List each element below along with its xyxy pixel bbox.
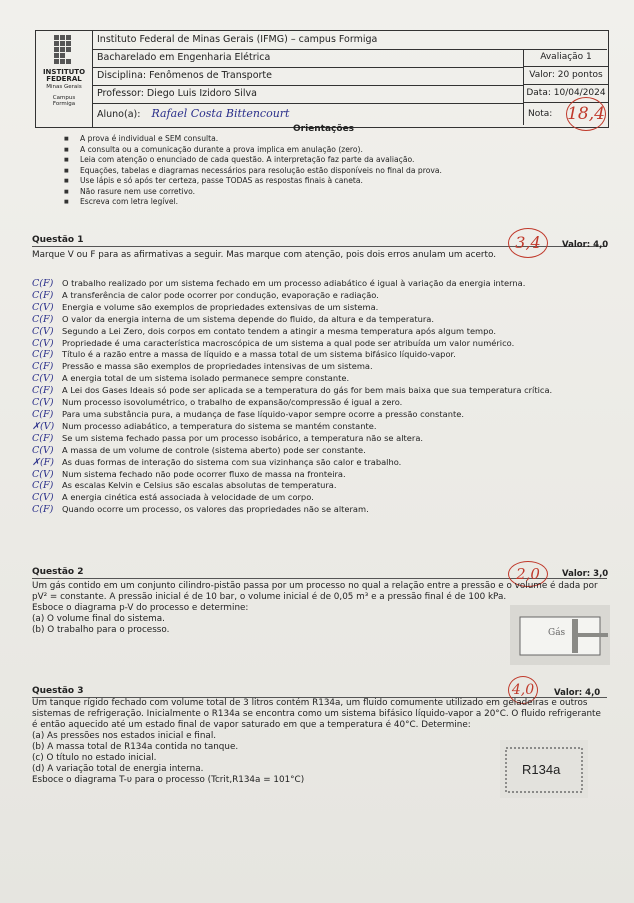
list-item <box>32 492 552 504</box>
list-item <box>32 457 552 469</box>
institution-cell: Instituto Federal de Minas Gerais (IFMG) – campus Formiga <box>93 31 607 50</box>
q3-line: (b) A massa total de R134a contida no tanque. <box>32 742 239 752</box>
answer-mark: ✗(V) <box>32 420 55 432</box>
orientation-item: ■ A prova é individual e SEM consulta. <box>64 134 442 145</box>
list-item <box>32 504 552 516</box>
student-label: Aluno(a): <box>97 109 141 120</box>
value-cell: Valor: 20 pontos <box>523 67 608 85</box>
q3-line: Um tanque rígido fechado com volume total de 3 litros contém R134a, um fluido comumente utilizado em geladeiras e outros <box>32 698 588 708</box>
answer-mark: C(F) <box>32 408 54 420</box>
list-item <box>32 445 552 457</box>
item-text: Num processo isovolumétrico, o trabalho de expansão/compressão é igual a zero. <box>62 397 403 408</box>
item-text: A massa de um volume de controle (sistema aberto) pode ser constante. <box>62 444 366 455</box>
q1-statement: Marque V ou F para as afirmativas a seguir. Mas marque com atenção, pois dois erros anulam um acerto. <box>32 250 497 260</box>
list-item <box>32 397 552 409</box>
r134a-label: R134a <box>522 762 561 777</box>
grade-label: Nota: <box>528 109 553 119</box>
answer-mark: C(V) <box>32 325 54 337</box>
item-text: Propriedade é uma característica macroscópica de um sistema a qual pode ser atribuída um valor numérico. <box>62 337 515 348</box>
list-item <box>32 409 552 421</box>
orientation-item: ■ Não rasure nem use corretivo. <box>64 187 442 198</box>
student-name: Rafael Costa Bittencourt <box>151 107 290 120</box>
q3-line: é então aquecido até um estado final de vapor saturado em que a temperatura é 40°C. Determine: <box>32 720 471 730</box>
q3-score: 4,0 <box>508 676 538 704</box>
q1-items <box>32 278 552 516</box>
orientations-title: Orientações <box>293 124 355 134</box>
list-item <box>32 326 552 338</box>
answer-mark: ✗(F) <box>32 456 54 468</box>
logo-line1: INSTITUTO <box>42 68 86 76</box>
item-text: Segundo a Lei Zero, dois corpos em contato tendem a atingir a mesma temperatura após algum tempo. <box>62 325 496 336</box>
item-text: Título é a razão entre a massa de líquido e a massa total de um sistema bifásico líquido-vapor. <box>62 349 456 360</box>
q2-value: Valor: 3,0 <box>562 569 609 579</box>
list-item <box>32 361 552 373</box>
q3-line: Esboce o diagrama T-υ para o processo (Tcrit,R134a = 101°C) <box>32 775 305 785</box>
answer-mark: C(F) <box>32 432 54 444</box>
q3-line: (a) As pressões nos estados inicial e final. <box>32 731 217 741</box>
answer-mark: C(F) <box>32 480 54 492</box>
orientation-item: ■ Leia com atenção o enunciado de cada questão. A interpretação faz parte da avaliação. <box>64 155 442 166</box>
item-text: A transferência de calor pode ocorrer por condução, evaporação e radiação. <box>62 289 379 300</box>
q3-line: (d) A variação total de energia interna. <box>32 764 204 774</box>
item-text: A energia cinética está associada à velocidade de um corpo. <box>62 492 314 503</box>
subject-cell: Disciplina: Fenômenos de Transporte <box>93 67 523 86</box>
item-text: Num sistema fechado não pode ocorrer fluxo de massa na fronteira. <box>62 468 346 479</box>
logo-line4: Campus <box>52 95 76 101</box>
list-item <box>32 314 552 326</box>
answer-mark: C(V) <box>32 301 54 313</box>
list-item <box>32 421 552 433</box>
item-text: Para uma substância pura, a mudança de fase líquido-vapor sempre ocorre a pressão constante. <box>62 408 464 419</box>
date-cell: Data: 10/04/2024 <box>523 85 608 103</box>
orientations-list <box>64 134 442 208</box>
answer-mark: C(F) <box>32 385 54 397</box>
list-item <box>32 373 552 385</box>
header-table <box>35 30 609 128</box>
orientation-item: ■ Use lápis e só após ter certeza, passe TODAS as respostas finais à caneta. <box>64 176 442 187</box>
list-item <box>32 290 552 302</box>
professor-cell: Professor: Diego Luis Izidoro Silva <box>93 85 523 104</box>
list-item <box>32 302 552 314</box>
answer-mark: C(V) <box>32 337 54 349</box>
logo-line3: Minas Gerais <box>46 84 82 90</box>
list-item <box>32 385 552 397</box>
list-item <box>32 349 552 361</box>
item-text: O trabalho realizado por um sistema fechado em um processo adiabático é igual à variação da energia interna. <box>62 278 526 288</box>
item-text: Pressão e massa são exemplos de propriedades intensivas de um sistema. <box>62 361 373 372</box>
item-text: Quando ocorre um processo, os valores das propriedades não se alteram. <box>62 504 369 515</box>
answer-mark: C(F) <box>32 361 54 373</box>
item-text: As escalas Kelvin e Celsius são escalas absolutas de temperatura. <box>62 480 337 491</box>
list-item <box>32 480 552 492</box>
list-item <box>32 278 552 290</box>
answer-mark: C(V) <box>32 444 54 456</box>
answer-mark: C(F) <box>32 504 54 516</box>
answer-mark: C(F) <box>32 289 54 301</box>
answer-mark: C(V) <box>32 397 54 409</box>
q3-line: sistemas de refrigeração. Inicialmente o R134a se encontra como um sistema bifásico líquido-vapor a 20°C. O fluido refrigerante <box>32 709 601 719</box>
evaluation-cell: Avaliação 1 <box>523 49 608 67</box>
orientation-item: ■ Equações, tabelas e diagramas necessários para resolução estão disponíveis no final da prova. <box>64 166 442 177</box>
list-item <box>32 338 552 350</box>
q3-line: (c) O título no estado inicial. <box>32 753 157 763</box>
q1-title: Questão 1 <box>32 235 84 245</box>
gas-label: Gás <box>548 628 566 638</box>
q1-score: 3,4 <box>508 228 548 258</box>
orientation-item: ■ A consulta ou a comunicação durante a prova implica em anulação (zero). <box>64 145 442 156</box>
course-cell: Bacharelado em Engenharia Elétrica <box>93 49 523 68</box>
item-text: As duas formas de interação do sistema com sua vizinhança são calor e trabalho. <box>62 456 402 467</box>
item-text: A energia total de um sistema isolado permanece sempre constante. <box>62 373 350 384</box>
q2-line: (b) O trabalho para o processo. <box>32 625 170 635</box>
item-text: Num processo adiabático, a temperatura do sistema se mantém constante. <box>62 420 377 431</box>
q2-line: pV² = constante. A pressão inicial é de 10 bar, o volume inicial é de 0,05 m³ e a pressão final é de 100 kPa. <box>32 592 507 602</box>
q2-line: Esboce o diagrama p-V do processo e determine: <box>32 603 249 613</box>
q3-value: Valor: 4,0 <box>554 688 601 698</box>
q2-title: Questão 2 <box>32 567 84 577</box>
q2-line: Um gás contido em um conjunto cilindro-pistão passa por um processo no qual a relação entre a pressão e o volume é dada por <box>32 581 598 591</box>
list-item <box>32 433 552 445</box>
answer-mark: C(F) <box>32 278 54 289</box>
q2-score: 2,0 <box>508 561 548 587</box>
item-text: A Lei dos Gases Ideais só pode ser aplicada se a temperatura do gás for bem mais baixa que sua temperatura crítica. <box>62 385 553 396</box>
logo-line2: FEDERAL <box>46 75 82 83</box>
answer-mark: C(V) <box>32 373 54 385</box>
q3-title: Questão 3 <box>32 686 84 696</box>
answer-mark: C(V) <box>32 468 54 480</box>
item-text: Se um sistema fechado passa por um processo isobárico, a temperatura não se altera. <box>62 432 424 443</box>
logo-line5: Formiga <box>52 101 76 107</box>
item-text: Energia e volume são exemplos de propriedades extensivas de um sistema. <box>62 301 379 312</box>
answer-mark: C(V) <box>32 492 54 504</box>
grade-circle: 18,4 <box>566 97 606 131</box>
list-item <box>32 469 552 481</box>
answer-mark: C(F) <box>32 349 54 361</box>
q2-line: (a) O volume final do sistema. <box>32 614 165 624</box>
answer-mark: C(F) <box>32 313 54 325</box>
orientation-item: ■ Escreva com letra legível. <box>64 197 442 208</box>
item-text: O valor da energia interna de um sistema depende do fluido, da altura e da temperatura. <box>62 313 434 324</box>
q1-value: Valor: 4,0 <box>562 240 609 250</box>
student-cell <box>93 103 523 125</box>
institution-logo <box>36 31 93 127</box>
